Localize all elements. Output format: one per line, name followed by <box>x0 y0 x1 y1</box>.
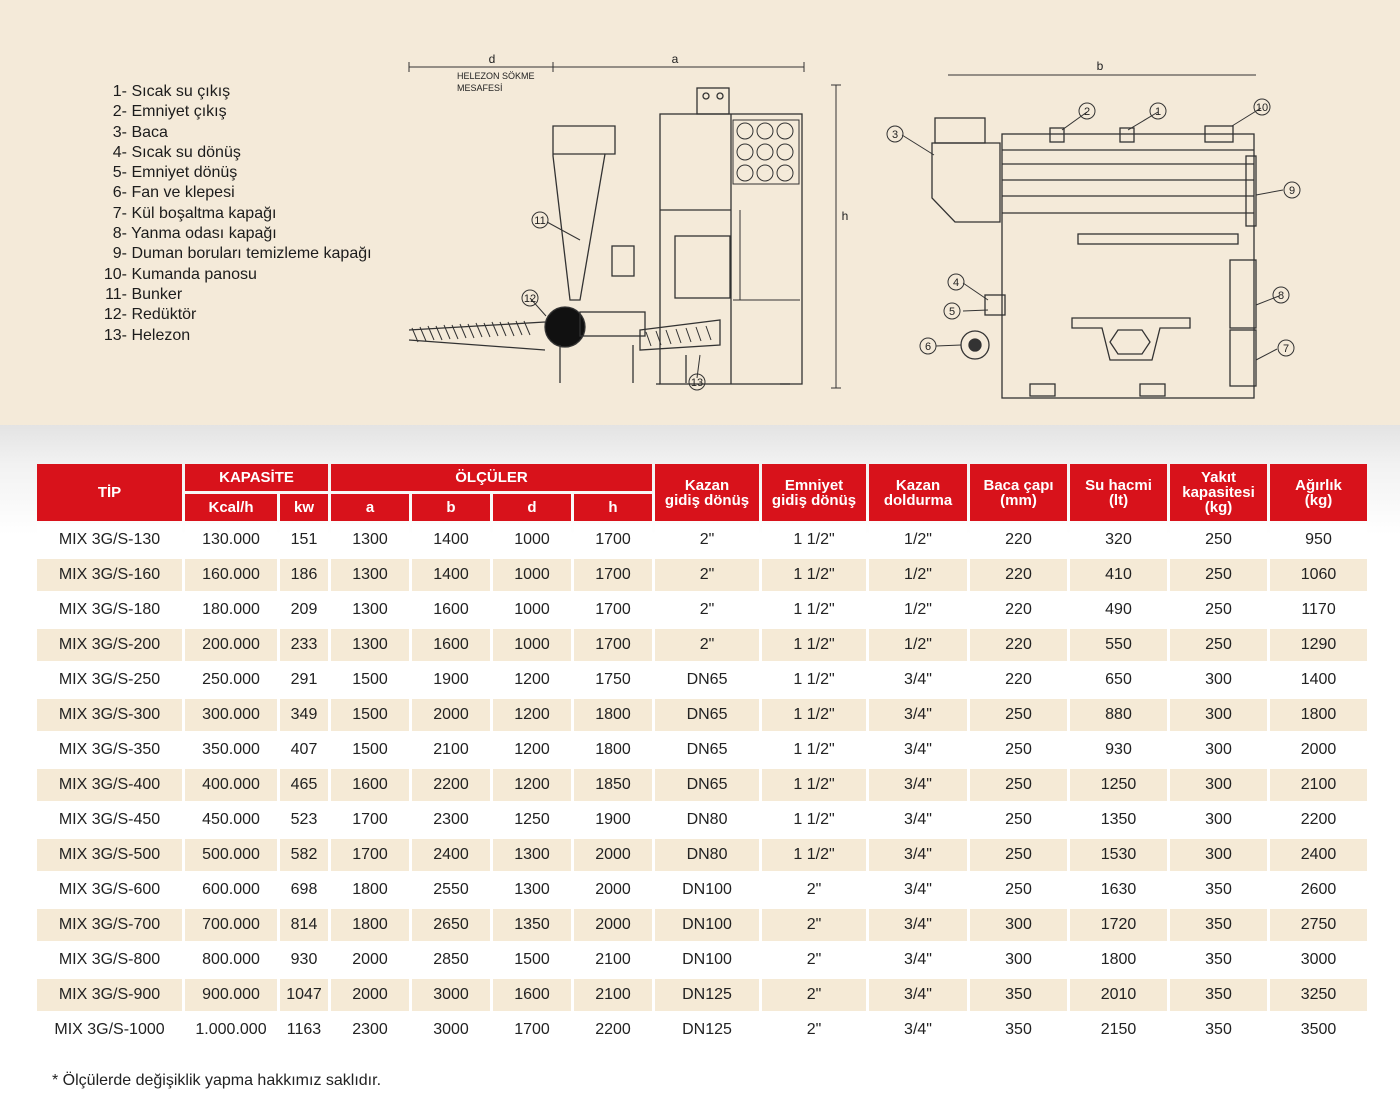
header-emniyet: Emniyet gidiş dönüş <box>762 464 866 521</box>
table-cell: 465 <box>280 769 328 801</box>
table-cell: 1300 <box>493 874 571 906</box>
table-cell: DN125 <box>655 1014 759 1046</box>
table-cell: 3/4" <box>869 804 967 836</box>
table-cell: DN80 <box>655 839 759 871</box>
table-cell: DN125 <box>655 979 759 1011</box>
table-cell: 1250 <box>1070 769 1167 801</box>
legend-number: 9- <box>112 245 127 263</box>
table-cell: 2100 <box>412 734 490 766</box>
table-cell: MIX 3G/S-130 <box>37 524 182 556</box>
table-cell: 1600 <box>331 769 409 801</box>
table-cell: 250 <box>970 769 1067 801</box>
header-yakit: Yakıt kapasitesi (kg) <box>1170 464 1267 521</box>
table-cell: 1000 <box>493 559 571 591</box>
table-cell: 450.000 <box>185 804 277 836</box>
table-cell: 1400 <box>412 559 490 591</box>
table-cell: 1600 <box>493 979 571 1011</box>
callout-number: 3 <box>891 129 899 141</box>
helezon-note-line1: HELEZON SÖKME <box>457 71 535 81</box>
table-cell: 350.000 <box>185 734 277 766</box>
table-cell: 1700 <box>574 594 652 626</box>
callout-number: 2 <box>1083 106 1091 118</box>
table-cell: 1 1/2" <box>762 734 866 766</box>
legend-number: 13- <box>103 326 127 344</box>
table-cell: 350 <box>970 1014 1067 1046</box>
table-cell: 950 <box>1270 524 1367 556</box>
header-kw: kw <box>280 494 328 521</box>
table-cell: 410 <box>1070 559 1167 591</box>
table-cell: 300 <box>1170 664 1267 696</box>
header-su-hacmi: Su hacmi (lt) <box>1070 464 1167 521</box>
callout-number: 7 <box>1282 343 1290 355</box>
table-cell: 1300 <box>331 524 409 556</box>
table-cell: 1 1/2" <box>762 699 866 731</box>
table-cell: 220 <box>970 594 1067 626</box>
table-cell: 2" <box>762 944 866 976</box>
table-cell: MIX 3G/S-800 <box>37 944 182 976</box>
table-cell: 1500 <box>331 699 409 731</box>
table-row <box>37 874 1367 906</box>
table-cell: 300.000 <box>185 699 277 731</box>
header-d: d <box>493 494 571 521</box>
table-cell: 1800 <box>1270 699 1367 731</box>
legend-label: Sıcak su çıkış <box>131 83 231 100</box>
header-olculer: ÖLÇÜLER <box>331 464 652 491</box>
table-cell: 1300 <box>493 839 571 871</box>
table-cell: 130.000 <box>185 524 277 556</box>
table-cell: 2100 <box>574 979 652 1011</box>
table-cell: 2" <box>762 979 866 1011</box>
header-a: a <box>331 494 409 521</box>
table-cell: 3/4" <box>869 769 967 801</box>
table-cell: 2" <box>762 909 866 941</box>
table-cell: 2" <box>655 594 759 626</box>
legend-number: 2- <box>112 103 127 121</box>
table-cell: 1200 <box>493 699 571 731</box>
table-cell: 2000 <box>412 699 490 731</box>
table-cell: 1.000.000 <box>185 1014 277 1046</box>
table-cell: 1 1/2" <box>762 804 866 836</box>
table-cell: MIX 3G/S-400 <box>37 769 182 801</box>
table-cell: 800.000 <box>185 944 277 976</box>
table-cell: MIX 3G/S-180 <box>37 594 182 626</box>
callout-number: 11 <box>534 215 546 227</box>
table-cell: 1000 <box>493 594 571 626</box>
table-cell: 320 <box>1070 524 1167 556</box>
table-cell: 1 1/2" <box>762 664 866 696</box>
boiler-technical-drawing <box>0 0 1400 425</box>
table-cell: 1700 <box>574 524 652 556</box>
table-cell: MIX 3G/S-900 <box>37 979 182 1011</box>
table-cell: 1720 <box>1070 909 1167 941</box>
table-cell: 250 <box>1170 629 1267 661</box>
table-cell: 1600 <box>412 629 490 661</box>
table-cell: 3000 <box>1270 944 1367 976</box>
table-cell: 2" <box>762 1014 866 1046</box>
dim-label-b: b <box>1096 59 1104 73</box>
table-cell: 2200 <box>412 769 490 801</box>
table-cell: 3000 <box>412 979 490 1011</box>
legend-label: Sıcak su dönüş <box>131 143 241 161</box>
table-cell: MIX 3G/S-350 <box>37 734 182 766</box>
table-cell: 1047 <box>280 979 328 1011</box>
table-cell: 3/4" <box>869 979 967 1011</box>
legend-label: Emniyet çıkış <box>131 103 227 121</box>
table-cell: 3/4" <box>869 664 967 696</box>
legend-label: Helezon <box>131 326 191 344</box>
table-cell: 2" <box>655 524 759 556</box>
table-cell: 880 <box>1070 699 1167 731</box>
legend-label: Kumanda panosu <box>131 265 257 283</box>
table-cell: 350 <box>1170 909 1267 941</box>
table-cell: DN65 <box>655 699 759 731</box>
legend-number: 5- <box>112 164 127 182</box>
callout-number: 1 <box>1154 106 1162 118</box>
table-cell: 1300 <box>331 559 409 591</box>
table-cell: 151 <box>280 524 328 556</box>
table-cell: 700.000 <box>185 909 277 941</box>
table-cell: 2650 <box>412 909 490 941</box>
header-baca: Baca çapı (mm) <box>970 464 1067 521</box>
legend-number: 12- <box>103 306 127 324</box>
table-cell: 1 1/2" <box>762 769 866 801</box>
table-cell: 250 <box>970 804 1067 836</box>
control-panel-side <box>697 88 729 114</box>
header-h: h <box>574 494 652 521</box>
table-cell: 550 <box>1070 629 1167 661</box>
table-cell: 2000 <box>331 979 409 1011</box>
table-cell: 250 <box>1170 594 1267 626</box>
table-cell: 400.000 <box>185 769 277 801</box>
boiler-body-front <box>1002 134 1254 398</box>
table-cell: 2000 <box>574 874 652 906</box>
table-cell: MIX 3G/S-200 <box>37 629 182 661</box>
table-cell: 2100 <box>1270 769 1367 801</box>
table-row <box>37 909 1367 941</box>
table-cell: 1800 <box>574 734 652 766</box>
table-cell: 350 <box>1170 979 1267 1011</box>
table-cell: 350 <box>970 979 1067 1011</box>
table-cell: 1000 <box>493 524 571 556</box>
table-cell: 1170 <box>1270 594 1367 626</box>
table-cell: 930 <box>1070 734 1167 766</box>
table-cell: 220 <box>970 629 1067 661</box>
table-cell: 291 <box>280 664 328 696</box>
table-row <box>37 734 1367 766</box>
table-cell: 650 <box>1070 664 1167 696</box>
table-row <box>37 629 1367 661</box>
legend-number: 6- <box>112 184 127 202</box>
table-row <box>37 664 1367 696</box>
table-cell: 300 <box>1170 769 1267 801</box>
table-cell: 2200 <box>1270 804 1367 836</box>
table-cell: DN80 <box>655 804 759 836</box>
table-cell: 250 <box>1170 559 1267 591</box>
bunker-shape <box>553 126 615 300</box>
table-cell: 1400 <box>1270 664 1367 696</box>
callout-number: 5 <box>948 306 956 318</box>
table-cell: 2400 <box>412 839 490 871</box>
callout-number: 4 <box>952 277 960 289</box>
table-cell: 350 <box>1170 874 1267 906</box>
table-cell: 1350 <box>493 909 571 941</box>
legend-label: Kül boşaltma kapağı <box>131 204 277 222</box>
legend-label: Baca <box>131 123 168 141</box>
table-cell: 3/4" <box>869 734 967 766</box>
table-cell: 3500 <box>1270 1014 1367 1046</box>
callout-number: 12 <box>523 293 537 305</box>
table-cell: DN65 <box>655 664 759 696</box>
table-cell: 220 <box>970 664 1067 696</box>
table-cell: 3250 <box>1270 979 1367 1011</box>
table-cell: 1500 <box>331 734 409 766</box>
spec-table <box>34 461 1370 1049</box>
dim-label-h: h <box>841 209 849 223</box>
table-cell: MIX 3G/S-160 <box>37 559 182 591</box>
table-cell: 350 <box>1170 944 1267 976</box>
legend-number: 1- <box>112 83 127 100</box>
table-cell: 2600 <box>1270 874 1367 906</box>
table-row <box>37 769 1367 801</box>
table-cell: 160.000 <box>185 559 277 591</box>
table-cell: 500.000 <box>185 839 277 871</box>
table-cell: 1 1/2" <box>762 524 866 556</box>
table-cell: 1/2" <box>869 524 967 556</box>
table-cell: 2000 <box>574 909 652 941</box>
table-cell: 1200 <box>493 734 571 766</box>
table-cell: 1400 <box>412 524 490 556</box>
table-cell: 1700 <box>331 804 409 836</box>
flue-box <box>932 143 1000 222</box>
table-cell: 1750 <box>574 664 652 696</box>
table-cell: MIX 3G/S-250 <box>37 664 182 696</box>
header-kapasite: KAPASİTE <box>185 464 328 491</box>
table-cell: MIX 3G/S-300 <box>37 699 182 731</box>
table-cell: 1900 <box>574 804 652 836</box>
helezon-note-line2: MESAFESİ <box>457 83 503 93</box>
table-row <box>37 524 1367 556</box>
header-kazan-gidis: Kazan gidiş dönüş <box>655 464 759 521</box>
table-cell: 1 1/2" <box>762 594 866 626</box>
table-cell: 1250 <box>493 804 571 836</box>
table-cell: 1300 <box>331 594 409 626</box>
header-tip: TİP <box>37 464 182 521</box>
table-cell: 1200 <box>493 664 571 696</box>
callout-number: 13 <box>690 377 704 389</box>
table-cell: MIX 3G/S-600 <box>37 874 182 906</box>
table-cell: 1800 <box>574 699 652 731</box>
table-cell: MIX 3G/S-1000 <box>37 1014 182 1046</box>
table-cell: 3/4" <box>869 699 967 731</box>
legend-number: 3- <box>112 123 127 141</box>
table-cell: 300 <box>1170 804 1267 836</box>
table-cell: 3/4" <box>869 909 967 941</box>
legend-number: 11- <box>105 285 127 303</box>
table-row <box>37 944 1367 976</box>
table-cell: 3000 <box>412 1014 490 1046</box>
table-cell: 250 <box>970 839 1067 871</box>
footnote: * Ölçülerde değişiklik yapma hakkımız saklıdır. <box>52 1072 382 1089</box>
callout-number: 6 <box>924 341 932 353</box>
table-cell: 209 <box>280 594 328 626</box>
table-row <box>37 979 1367 1011</box>
table-cell: 3/4" <box>869 1014 967 1046</box>
legend-number: 4- <box>112 143 127 161</box>
legend-label: Yanma odası kapağı <box>131 225 277 243</box>
legend-number: 10- <box>103 265 127 283</box>
dim-label-d: d <box>488 52 496 66</box>
table-cell: 1700 <box>574 559 652 591</box>
table-cell: 300 <box>1170 734 1267 766</box>
legend-label: Duman boruları temizleme kapağı <box>131 245 372 263</box>
legend-label: Bunker <box>131 285 183 303</box>
table-cell: 233 <box>280 629 328 661</box>
table-cell: 300 <box>1170 839 1267 871</box>
table-row <box>37 559 1367 591</box>
table-cell: MIX 3G/S-450 <box>37 804 182 836</box>
callout-number: 10 <box>1255 102 1269 114</box>
table-cell: 1200 <box>493 769 571 801</box>
table-cell: 600.000 <box>185 874 277 906</box>
table-cell: 2010 <box>1070 979 1167 1011</box>
table-cell: 2" <box>655 629 759 661</box>
table-cell: DN100 <box>655 874 759 906</box>
table-cell: 186 <box>280 559 328 591</box>
table-cell: 1290 <box>1270 629 1367 661</box>
table-cell: 1800 <box>331 874 409 906</box>
table-cell: 1 1/2" <box>762 839 866 871</box>
table-row <box>37 839 1367 871</box>
table-cell: 1850 <box>574 769 652 801</box>
legend-number: 8- <box>112 225 127 243</box>
table-cell: 2000 <box>1270 734 1367 766</box>
table-cell: 200.000 <box>185 629 277 661</box>
table-cell: 1300 <box>331 629 409 661</box>
table-row <box>37 699 1367 731</box>
table-row <box>37 1014 1367 1046</box>
table-cell: 2300 <box>331 1014 409 1046</box>
table-cell: 2300 <box>412 804 490 836</box>
table-cell: 1000 <box>493 629 571 661</box>
table-cell: 300 <box>970 909 1067 941</box>
table-cell: 1500 <box>493 944 571 976</box>
table-cell: 523 <box>280 804 328 836</box>
table-cell: 3/4" <box>869 839 967 871</box>
table-cell: 3/4" <box>869 874 967 906</box>
table-cell: 1530 <box>1070 839 1167 871</box>
table-cell: 1700 <box>331 839 409 871</box>
table-cell: 250 <box>1170 524 1267 556</box>
dim-label-a: a <box>671 52 679 66</box>
table-row <box>37 804 1367 836</box>
table-cell: 930 <box>280 944 328 976</box>
table-cell: 1600 <box>412 594 490 626</box>
table-cell: 2850 <box>412 944 490 976</box>
table-cell: 3/4" <box>869 944 967 976</box>
legend-label: Redüktör <box>131 306 197 324</box>
table-cell: 180.000 <box>185 594 277 626</box>
table-cell: 1800 <box>331 909 409 941</box>
table-cell: 1630 <box>1070 874 1167 906</box>
table-cell: 1/2" <box>869 594 967 626</box>
table-cell: DN65 <box>655 734 759 766</box>
legend-number: 7- <box>112 204 127 222</box>
table-cell: 814 <box>280 909 328 941</box>
header-agirlik: Ağırlık (kg) <box>1270 464 1367 521</box>
table-cell: 1700 <box>493 1014 571 1046</box>
table-cell: 2000 <box>331 944 409 976</box>
table-cell: 1/2" <box>869 559 967 591</box>
header-kcal: Kcal/h <box>185 494 277 521</box>
table-cell: 349 <box>280 699 328 731</box>
table-cell: 1500 <box>331 664 409 696</box>
table-cell: 407 <box>280 734 328 766</box>
callout-number: 9 <box>1288 185 1296 197</box>
table-cell: 250.000 <box>185 664 277 696</box>
table-cell: 300 <box>1170 699 1267 731</box>
table-cell: 250 <box>970 734 1067 766</box>
table-cell: 2200 <box>574 1014 652 1046</box>
table-cell: 2" <box>655 559 759 591</box>
table-cell: 350 <box>1170 1014 1267 1046</box>
table-cell: 1350 <box>1070 804 1167 836</box>
table-cell: MIX 3G/S-500 <box>37 839 182 871</box>
table-cell: 490 <box>1070 594 1167 626</box>
table-cell: 1 1/2" <box>762 629 866 661</box>
table-cell: 300 <box>970 944 1067 976</box>
table-cell: 220 <box>970 559 1067 591</box>
table-cell: DN65 <box>655 769 759 801</box>
table-cell: 2" <box>762 874 866 906</box>
table-cell: 2100 <box>574 944 652 976</box>
table-cell: 1 1/2" <box>762 559 866 591</box>
table-cell: 220 <box>970 524 1067 556</box>
table-cell: 900.000 <box>185 979 277 1011</box>
table-cell: 1900 <box>412 664 490 696</box>
table-cell: 2400 <box>1270 839 1367 871</box>
table-cell: 2550 <box>412 874 490 906</box>
table-cell: 1/2" <box>869 629 967 661</box>
table-row <box>37 594 1367 626</box>
table-cell: 1700 <box>574 629 652 661</box>
table-cell: 2150 <box>1070 1014 1167 1046</box>
table-cell: 1800 <box>1070 944 1167 976</box>
legend-label: Fan ve klepesi <box>131 184 235 202</box>
header-doldurma: Kazan doldurma <box>869 464 967 521</box>
table-cell: 250 <box>970 699 1067 731</box>
callout-number: 8 <box>1277 290 1285 302</box>
legend-label: Emniyet dönüş <box>131 164 238 182</box>
table-cell: 2000 <box>574 839 652 871</box>
table-cell: 250 <box>970 874 1067 906</box>
table-cell: 698 <box>280 874 328 906</box>
table-cell: 1163 <box>280 1014 328 1046</box>
table-cell: DN100 <box>655 909 759 941</box>
header-b: b <box>412 494 490 521</box>
table-cell: MIX 3G/S-700 <box>37 909 182 941</box>
reducer-motor <box>545 307 585 347</box>
table-cell: 2750 <box>1270 909 1367 941</box>
table-cell: 1060 <box>1270 559 1367 591</box>
table-cell: DN100 <box>655 944 759 976</box>
table-cell: 582 <box>280 839 328 871</box>
